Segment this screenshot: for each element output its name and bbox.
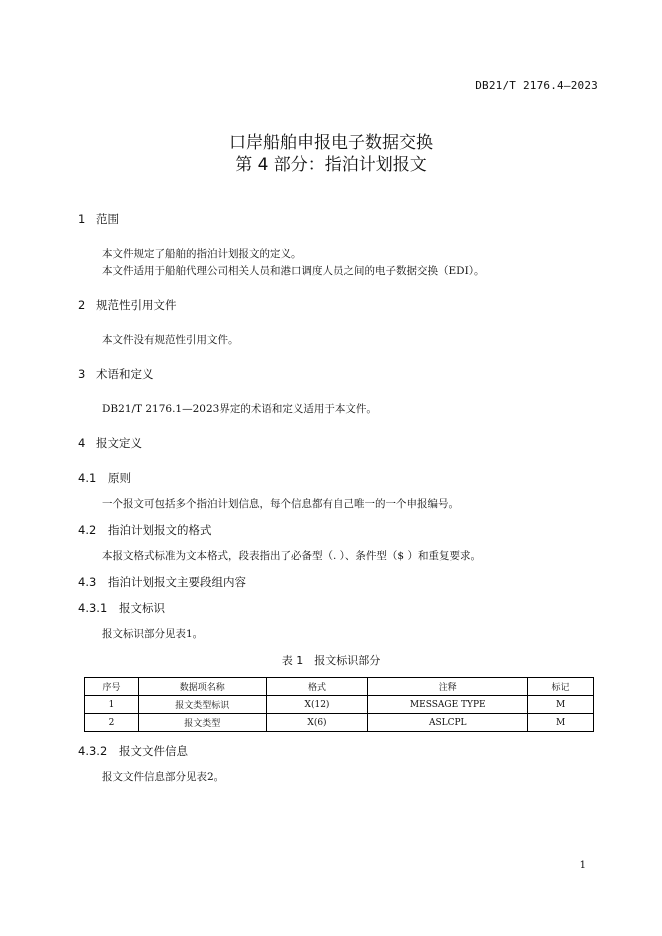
section-number: 4.3.2 [78, 744, 108, 758]
section-4-3-1-heading [78, 600, 165, 616]
section-number: 2 [78, 298, 86, 312]
column-header: 数据项名称 [138, 678, 266, 696]
table-cell: M [528, 714, 594, 732]
paragraph: 本报文格式标准为文本格式，段表指出了必备型（. ）、条件型（$ ）和重复要求。 [102, 550, 481, 562]
section-3-heading [78, 366, 154, 382]
section-4-3-2-heading [78, 743, 188, 759]
table-cell: 报文类型 [138, 714, 266, 732]
table-cell: X(12) [266, 696, 368, 714]
message-identification-table [84, 677, 594, 732]
paragraph: 一个报文可包括多个指泊计划信息，每个信息都有自己唯一的一个申报编号。 [102, 498, 459, 510]
table-row [85, 714, 594, 732]
table-cell: 报文类型标识 [138, 696, 266, 714]
table-cell: 2 [85, 714, 139, 732]
section-number: 4.2 [78, 523, 97, 537]
table-cell: X(6) [266, 714, 368, 732]
section-number: 3 [78, 367, 86, 381]
section-4-3-heading [78, 574, 246, 590]
section-title: 范围 [96, 212, 119, 226]
table-cell: ASLCPL [368, 714, 528, 732]
section-1-heading [78, 211, 119, 227]
page-number: 1 [579, 860, 586, 871]
section-title: 报文文件信息 [119, 744, 188, 758]
document-code: DB21/T 2176.4—2023 [475, 79, 598, 92]
section-number: 4.3 [78, 575, 97, 589]
document-title: 口岸船舶申报电子数据交换 [229, 133, 433, 153]
table-caption: 表 1 报文标识部分 [281, 654, 381, 667]
table-cell: M [528, 696, 594, 714]
column-header: 格式 [266, 678, 368, 696]
paragraph: 报文标识部分见表1。 [102, 628, 204, 640]
section-title: 指泊计划报文的格式 [108, 523, 212, 537]
paragraph: DB21/T 2176.1—2023界定的术语和定义适用于本文件。 [102, 403, 377, 415]
section-title: 术语和定义 [96, 367, 154, 381]
paragraph: 本文件规定了船舶的指泊计划报文的定义。 [102, 248, 302, 260]
section-2-heading [78, 297, 177, 313]
section-title: 规范性引用文件 [96, 298, 177, 312]
table-cell: MESSAGE TYPE [368, 696, 528, 714]
column-header: 序号 [85, 678, 139, 696]
section-number: 4.1 [78, 471, 97, 485]
section-number: 4 [78, 436, 86, 450]
paragraph: 本文件没有规范性引用文件。 [102, 334, 239, 346]
section-title: 指泊计划报文主要段组内容 [108, 575, 246, 589]
table-header-row [85, 678, 594, 696]
paragraph: 报文文件信息部分见表2。 [102, 771, 225, 783]
column-header: 注释 [368, 678, 528, 696]
section-number: 4.3.1 [78, 601, 108, 615]
section-4-2-heading [78, 522, 212, 538]
section-4-1-heading [78, 470, 131, 486]
table-row [85, 696, 594, 714]
paragraph: 本文件适用于船舶代理公司相关人员和港口调度人员之间的电子数据交换（EDI）。 [102, 265, 485, 277]
section-number: 1 [78, 212, 86, 226]
section-title: 报文标识 [119, 601, 165, 615]
section-title: 原则 [108, 471, 131, 485]
section-4-heading [78, 435, 142, 451]
column-header: 标记 [528, 678, 594, 696]
table-cell: 1 [85, 696, 139, 714]
document-subtitle: 第 4 部分：指泊计划报文 [235, 155, 427, 175]
section-title: 报文定义 [96, 436, 142, 450]
